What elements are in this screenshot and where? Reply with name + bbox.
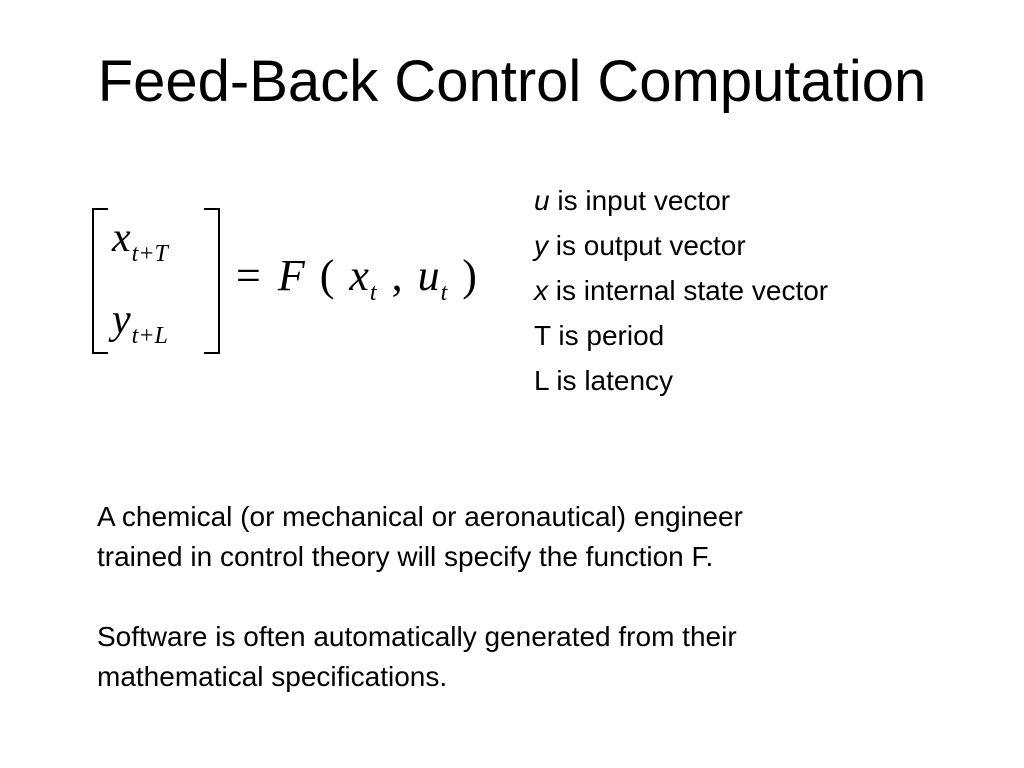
definition-latency — [534, 358, 828, 403]
arg1-var: x — [349, 251, 369, 300]
definition-text: L is latency — [534, 365, 674, 396]
comma: , — [391, 251, 403, 300]
equals-sign: = — [236, 251, 261, 300]
matrix-top-var: x — [112, 215, 131, 261]
matrix-entry-state — [112, 214, 168, 278]
definition-text: T is period — [534, 320, 665, 351]
variable-definitions — [534, 178, 828, 403]
close-paren: ) — [462, 251, 477, 300]
definition-var: u — [534, 185, 550, 216]
slide-title: Feed-Back Control Computation — [97, 49, 927, 114]
arg2-subscript: t — [440, 280, 448, 306]
definition-input — [534, 178, 828, 223]
control-equation — [88, 200, 488, 360]
paragraph-engineer — [97, 497, 957, 577]
paragraph-line: trained in control theory will specify the function F. — [97, 541, 714, 572]
matrix-top-subscript: t+T — [131, 241, 168, 267]
matrix-bottom-subscript: t+L — [131, 323, 168, 349]
paragraph-software — [97, 617, 957, 697]
definition-text: is input vector — [549, 185, 731, 216]
definition-text: is output vector — [548, 230, 746, 261]
definition-period — [534, 313, 828, 358]
function-name: F — [277, 251, 305, 300]
definition-text: is internal state vector — [548, 275, 829, 306]
matrix-left-bracket — [92, 208, 108, 354]
matrix-right-bracket — [204, 208, 220, 354]
paragraph-line: mathematical specifications. — [97, 661, 448, 692]
definition-var: x — [534, 275, 548, 306]
arg2-var: u — [417, 251, 440, 300]
open-paren: ( — [319, 251, 335, 300]
paragraph-line: Software is often automatically generated from their — [97, 621, 737, 652]
definition-state — [534, 268, 828, 313]
matrix-entry-output — [112, 296, 168, 360]
definition-var: y — [534, 230, 548, 261]
definition-output — [534, 223, 828, 268]
paragraph-line: A chemical (or mechanical or aeronautical) engineer — [97, 501, 743, 532]
matrix-bottom-var: y — [112, 297, 131, 343]
equation-right-side — [230, 250, 481, 319]
arg1-subscript: t — [369, 280, 377, 306]
